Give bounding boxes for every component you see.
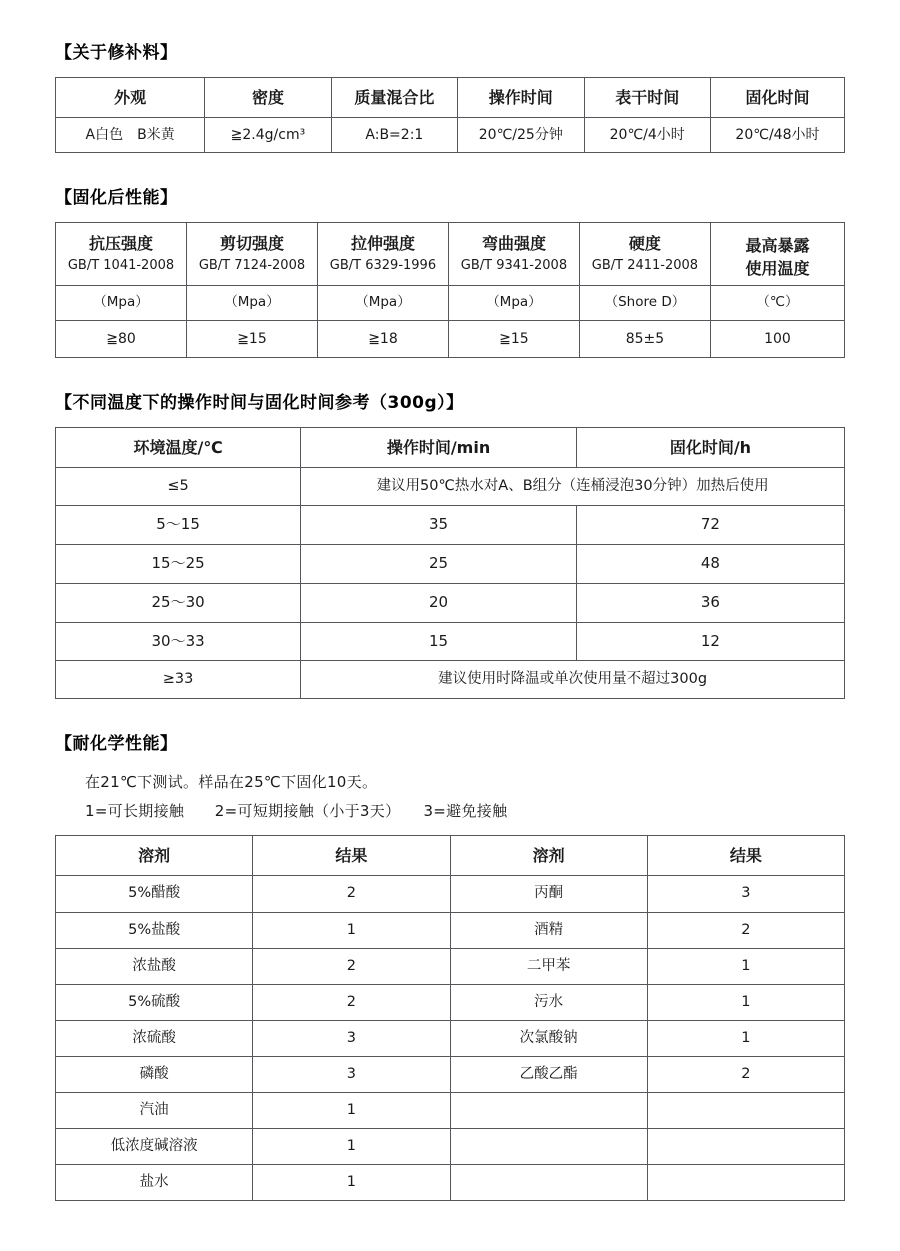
cell-solvent-right [450, 1128, 647, 1164]
header-ambient-temperature: 环境温度/℃ [56, 428, 301, 468]
header-cure-time: 固化时间 [710, 78, 844, 118]
table-row [56, 1020, 845, 1056]
standard-tensile-strength: GB/T 6329-1996 [317, 257, 448, 285]
section-temperature-reference [55, 388, 845, 699]
cell-cure-time: 72 [576, 506, 844, 545]
cell-cure-time: 36 [576, 583, 844, 622]
cell-solvent-right: 酒精 [450, 912, 647, 948]
cell-solvent-left: 浓硫酸 [56, 1020, 253, 1056]
value-flexural-strength: ≧15 [448, 320, 579, 357]
cell-cure-time: 12 [576, 622, 844, 661]
table-row [56, 1056, 845, 1092]
table-header-row [56, 428, 845, 468]
standard-compressive-strength: GB/T 1041-2008 [56, 257, 187, 285]
cell-result-left: 1 [253, 1128, 450, 1164]
unit-tensile-strength: （Mpa） [317, 286, 448, 321]
standard-hardness: GB/T 2411-2008 [579, 257, 710, 285]
cell-result-left: 1 [253, 1164, 450, 1200]
table-row [56, 468, 845, 506]
table-row [56, 1092, 845, 1128]
cell-result-right [647, 1164, 844, 1200]
table-row [56, 506, 845, 545]
header-compressive-strength: 抗压强度 [56, 223, 187, 258]
cell-temperature: 15～25 [56, 545, 301, 584]
unit-shear-strength: （Mpa） [186, 286, 317, 321]
table-row [56, 1164, 845, 1200]
cell-solvent-left: 5%醋酸 [56, 876, 253, 912]
header-density: 密度 [205, 78, 331, 118]
table-row [56, 912, 845, 948]
table-cured-performance [55, 222, 845, 358]
table-header-row [56, 836, 845, 876]
value-hardness: 85±5 [579, 320, 710, 357]
section-title-repair-material: 【关于修补料】 [55, 43, 178, 63]
cell-solvent-left: 盐水 [56, 1164, 253, 1200]
table-header-row [56, 223, 845, 258]
table-row [56, 622, 845, 661]
cell-result-right: 1 [647, 984, 844, 1020]
cell-solvent-right: 次氯酸钠 [450, 1020, 647, 1056]
table-row [56, 661, 845, 699]
value-appearance: A白色 B米黄 [56, 118, 205, 153]
header-mix-ratio: 质量混合比 [331, 78, 457, 118]
table-row [56, 984, 845, 1020]
header-tensile-strength: 拉伸强度 [317, 223, 448, 258]
table-row [56, 583, 845, 622]
header-working-time: 操作时间 [458, 78, 584, 118]
table-row [56, 545, 845, 584]
section-title-temperature-reference: 【不同温度下的操作时间与固化时间参考（300g）】 [55, 393, 464, 414]
cell-result-right [647, 1092, 844, 1128]
cell-result-left: 2 [253, 948, 450, 984]
header-solvent-left: 溶剂 [56, 836, 253, 876]
intro-rating-legend: 1=可长期接触 2=可短期接触（小于3天） 3=避免接触 [85, 801, 508, 820]
cell-result-left: 1 [253, 912, 450, 948]
value-tensile-strength: ≧18 [317, 320, 448, 357]
cell-result-right: 1 [647, 948, 844, 984]
value-working-time: 20℃/25分钟 [458, 118, 584, 153]
cell-solvent-right: 污水 [450, 984, 647, 1020]
section-cured-performance [55, 183, 845, 358]
cell-result-left: 2 [253, 984, 450, 1020]
header-flexural-strength: 弯曲强度 [448, 223, 579, 258]
section-title-cured-performance: 【固化后性能】 [55, 188, 178, 209]
cell-result-right: 2 [647, 912, 844, 948]
value-compressive-strength: ≧80 [56, 320, 187, 357]
value-max-exposure-temp: 100 [710, 320, 844, 357]
cell-result-right: 2 [647, 1056, 844, 1092]
table-row [56, 320, 845, 357]
cell-cure-time: 48 [576, 545, 844, 584]
cell-solvent-right: 二甲苯 [450, 948, 647, 984]
cell-result-right: 3 [647, 876, 844, 912]
cell-result-left: 2 [253, 876, 450, 912]
cell-solvent-left: 磷酸 [56, 1056, 253, 1092]
cell-result-left: 3 [253, 1056, 450, 1092]
cell-temperature: 25～30 [56, 583, 301, 622]
unit-hardness: （Shore D） [579, 286, 710, 321]
header-max-exposure-temp-line1: 最高暴露 [745, 236, 810, 256]
value-shear-strength: ≧15 [186, 320, 317, 357]
chemical-resistance-intro [55, 768, 845, 825]
section-chemical-resistance [55, 729, 845, 1200]
cell-solvent-right: 乙酸乙酯 [450, 1056, 647, 1092]
cell-solvent-left: 浓盐酸 [56, 948, 253, 984]
table-row [56, 876, 845, 912]
cell-result-left: 1 [253, 1092, 450, 1128]
header-shear-strength: 剪切强度 [186, 223, 317, 258]
cell-temperature: ≤5 [56, 468, 301, 506]
table-row [56, 118, 845, 153]
cell-solvent-right [450, 1164, 647, 1200]
section-title-chemical-resistance: 【耐化学性能】 [55, 734, 178, 755]
cell-working-time: 35 [301, 506, 577, 545]
header-max-exposure-temp [710, 223, 844, 286]
cell-solvent-right [450, 1092, 647, 1128]
unit-max-exposure-temp: （℃） [710, 286, 844, 321]
cell-temperature: 30～33 [56, 622, 301, 661]
cell-solvent-left: 汽油 [56, 1092, 253, 1128]
cell-note: 建议使用时降温或单次使用量不超过300g [301, 661, 845, 699]
cell-working-time: 25 [301, 545, 577, 584]
cell-working-time: 15 [301, 622, 577, 661]
header-working-time: 操作时间/min [301, 428, 577, 468]
unit-flexural-strength: （Mpa） [448, 286, 579, 321]
value-mix-ratio: A:B=2:1 [331, 118, 457, 153]
cell-working-time: 20 [301, 583, 577, 622]
value-density: ≧2.4g/cm³ [205, 118, 331, 153]
unit-compressive-strength: （Mpa） [56, 286, 187, 321]
cell-solvent-right: 丙酮 [450, 876, 647, 912]
cell-solvent-left: 5%硫酸 [56, 984, 253, 1020]
value-surface-dry-time: 20℃/4小时 [584, 118, 710, 153]
table-header-row [56, 78, 845, 118]
cell-temperature: ≥33 [56, 661, 301, 699]
table-row [56, 1128, 845, 1164]
value-cure-time: 20℃/48小时 [710, 118, 844, 153]
section-repair-material [55, 38, 845, 153]
cell-result-right: 1 [647, 1020, 844, 1056]
table-temperature-reference [55, 427, 845, 699]
header-result-left: 结果 [253, 836, 450, 876]
header-solvent-right: 溶剂 [450, 836, 647, 876]
standard-shear-strength: GB/T 7124-2008 [186, 257, 317, 285]
table-repair-material [55, 77, 845, 153]
header-surface-dry-time: 表干时间 [584, 78, 710, 118]
cell-solvent-left: 5%盐酸 [56, 912, 253, 948]
header-hardness: 硬度 [579, 223, 710, 258]
header-max-exposure-temp-line2: 使用温度 [745, 258, 810, 278]
header-cure-time: 固化时间/h [576, 428, 844, 468]
cell-note: 建议用50℃热水对A、B组分（连桶浸泡30分钟）加热后使用 [301, 468, 845, 506]
table-chemical-resistance [55, 835, 845, 1200]
cell-result-right [647, 1128, 844, 1164]
header-appearance: 外观 [56, 78, 205, 118]
table-row [56, 948, 845, 984]
standard-flexural-strength: GB/T 9341-2008 [448, 257, 579, 285]
cell-solvent-left: 低浓度碱溶液 [56, 1128, 253, 1164]
cell-temperature: 5～15 [56, 506, 301, 545]
header-result-right: 结果 [647, 836, 844, 876]
intro-test-conditions: 在21℃下测试。样品在25℃下固化10天。 [85, 773, 378, 792]
cell-result-left: 3 [253, 1020, 450, 1056]
table-unit-row [56, 286, 845, 321]
